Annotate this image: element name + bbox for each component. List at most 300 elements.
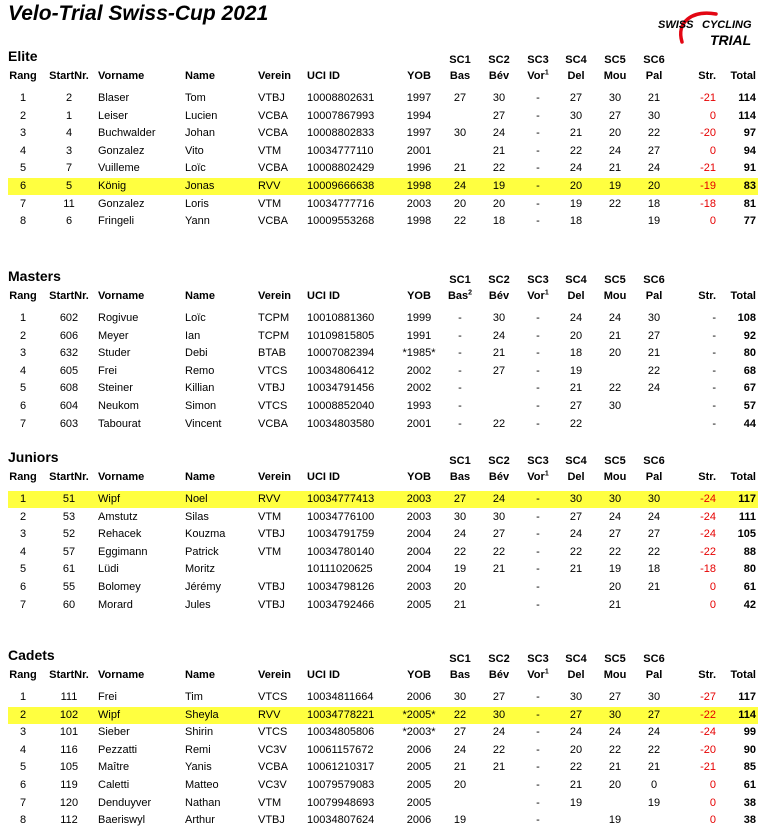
- cell-verein: VTCS: [258, 400, 288, 412]
- cell-str: -24: [700, 528, 716, 541]
- header-del: [562, 70, 590, 82]
- cell-name: Patrick: [185, 545, 219, 558]
- section-juniors: [0, 449, 772, 618]
- cell-sc6: 30: [647, 109, 661, 122]
- cell-rang: 5: [19, 761, 27, 774]
- cell-name: Nathan: [185, 796, 221, 809]
- cell-verein: VCBA: [258, 162, 288, 175]
- cell-start: 1: [65, 109, 73, 122]
- cell-vorname: Gonzalez: [98, 197, 145, 210]
- header-start: [46, 290, 92, 302]
- header-text: UCI ID: [307, 290, 340, 302]
- cell-sc3: -: [536, 127, 540, 140]
- cell-verein: VTM: [258, 197, 282, 210]
- section-elite: [0, 48, 772, 235]
- cell-sc4: 20: [569, 743, 583, 756]
- cell-sc2: 24: [492, 329, 506, 342]
- cell-start: 4: [65, 127, 73, 140]
- header-text: Del: [567, 471, 585, 483]
- cell-sc5: 24: [608, 510, 622, 523]
- cell-sc1: 27: [453, 493, 467, 505]
- cell-start: 51: [62, 493, 76, 505]
- cell-sc6: 24: [647, 726, 661, 739]
- cell-sc6: 18: [647, 563, 661, 576]
- cell-sc5: 24: [608, 312, 622, 324]
- cell-str: -20: [700, 743, 716, 756]
- section-title: Juniors: [8, 449, 59, 465]
- cell-name: Tom: [185, 92, 206, 104]
- cell-total: 114: [738, 708, 756, 721]
- cell-rang: 1: [19, 493, 27, 505]
- cell-yob: 2003: [406, 510, 432, 523]
- cell-rang: 5: [19, 563, 27, 576]
- cell-sc1: -: [458, 329, 462, 342]
- cell-sc1: -: [458, 364, 462, 377]
- header-vor: [524, 669, 552, 681]
- cell-sc1: 22: [453, 215, 467, 228]
- cell-sc1: -: [458, 417, 462, 430]
- cell-uci: 10111020625: [307, 563, 373, 576]
- cell-sc5: 22: [608, 743, 622, 756]
- cell-sc3: -: [536, 197, 540, 210]
- cell-yob: 1998: [406, 215, 432, 228]
- cell-sc3: -: [536, 545, 540, 558]
- cell-start: 6: [65, 215, 73, 228]
- header-sc1: SC1: [449, 653, 471, 665]
- cell-sc5: 30: [608, 92, 622, 104]
- header-vorname: [98, 290, 178, 302]
- header-vor: [524, 471, 552, 483]
- cell-sc4: 21: [569, 563, 583, 576]
- cell-sc6: 22: [647, 743, 661, 756]
- header-mou: [600, 290, 630, 302]
- header-pal: [640, 669, 668, 681]
- cell-sc5: 27: [608, 528, 622, 541]
- cell-rang: 8: [19, 814, 27, 827]
- header-uci: [307, 669, 395, 681]
- cell-uci: 10009553268: [307, 215, 375, 228]
- cell-uci: 10034777716: [307, 197, 375, 210]
- cell-sc1: 24: [453, 180, 467, 192]
- header-text: Str.: [698, 70, 716, 82]
- cell-sc6: 22: [647, 127, 661, 140]
- cell-uci: 10008802429: [307, 162, 375, 175]
- header-uci: [307, 290, 395, 302]
- cell-uci: 10034792466: [307, 598, 375, 611]
- cell-rang: 4: [19, 364, 27, 377]
- header-sc2: SC2: [488, 455, 510, 467]
- cell-sc4: 27: [569, 708, 583, 721]
- cell-sc2: 30: [492, 312, 506, 324]
- header-sc6: SC6: [643, 653, 665, 665]
- cell-verein: VCBA: [258, 127, 288, 140]
- cell-name: Moritz: [185, 563, 215, 576]
- cell-sc2: 21: [492, 144, 506, 157]
- cell-rang: 3: [19, 347, 27, 360]
- header-vorname: [98, 669, 178, 681]
- cell-total: 88: [743, 545, 756, 558]
- cell-sc5: 30: [608, 493, 622, 505]
- cell-sc4: 24: [569, 528, 583, 541]
- header-text: Bév: [488, 290, 510, 302]
- cell-sc5: 30: [608, 708, 622, 721]
- cell-sc1: 27: [453, 92, 467, 104]
- cell-sc5: 19: [608, 180, 622, 192]
- cell-sc2: 19: [492, 180, 506, 192]
- cell-verein: TCPM: [258, 329, 290, 342]
- header-name: [185, 669, 251, 681]
- header-sc4: SC4: [565, 274, 587, 286]
- cell-uci: 10010881360: [307, 312, 375, 324]
- cell-total: 114: [738, 92, 756, 104]
- cell-sc5: 22: [608, 197, 622, 210]
- cell-uci: 10008802833: [307, 127, 375, 140]
- header-text: YOB: [407, 290, 431, 302]
- cell-sc6: 24: [647, 382, 661, 395]
- cell-sc4: 30: [569, 109, 583, 122]
- cell-sc1: 19: [453, 814, 467, 827]
- cell-yob: 2004: [406, 563, 432, 576]
- header-sc5: SC5: [604, 54, 626, 66]
- cell-vorname: Meyer: [98, 329, 129, 342]
- header-verein: [258, 70, 303, 82]
- header-text: Bév: [488, 669, 510, 681]
- header-text: Str.: [698, 669, 716, 681]
- cell-sc2: 30: [492, 510, 506, 523]
- cell-sc3: -: [536, 382, 540, 395]
- cell-sc3: -: [536, 109, 540, 122]
- cell-rang: 7: [19, 598, 27, 611]
- cell-sc3: -: [536, 796, 540, 809]
- cell-str: 0: [709, 215, 716, 228]
- header-text: Vorname: [98, 70, 145, 82]
- cell-sc3: -: [536, 510, 540, 523]
- cell-verein: BTAB: [258, 347, 286, 360]
- cell-total: 81: [743, 197, 756, 210]
- cell-verein: RVV: [258, 180, 281, 192]
- header-str: [682, 471, 716, 483]
- header-text: Vor: [527, 290, 545, 302]
- cell-sc3: -: [536, 215, 540, 228]
- cell-yob: 1996: [406, 162, 432, 175]
- cell-verein: VTBJ: [258, 814, 285, 827]
- cell-sc5: 19: [608, 563, 622, 576]
- cell-sc3: -: [536, 493, 540, 505]
- header-text: Total: [730, 471, 756, 483]
- cell-rang: 6: [19, 180, 27, 192]
- cell-yob: 2001: [406, 417, 432, 430]
- cell-verein: TCPM: [258, 312, 290, 324]
- cell-name: Yanis: [185, 761, 212, 774]
- cell-sc2: 24: [492, 127, 506, 140]
- header-text: StartNr.: [49, 669, 89, 681]
- cell-name: Loïc: [185, 312, 206, 324]
- header-bev: [484, 70, 514, 82]
- header-text: Bév: [488, 70, 510, 82]
- header-sc4: SC4: [565, 455, 587, 467]
- cell-sc1: 21: [453, 162, 467, 175]
- cell-vorname: Rehacek: [98, 528, 142, 541]
- cell-sc3: -: [536, 708, 540, 721]
- header-text: Bas: [449, 471, 471, 483]
- cell-rang: 7: [19, 796, 27, 809]
- header-bev: [484, 290, 514, 302]
- header-del: [562, 471, 590, 483]
- cell-sc4: 21: [569, 382, 583, 395]
- cell-sc1: 24: [453, 743, 467, 756]
- cell-rang: 3: [19, 726, 27, 739]
- cell-yob: 2005: [406, 796, 432, 809]
- cell-name: Jonas: [185, 180, 215, 192]
- cell-vorname: Caletti: [98, 779, 130, 791]
- cell-sc4: 20: [569, 180, 583, 192]
- footnote-marker: 2: [468, 289, 473, 297]
- cell-sc1: 30: [453, 510, 467, 523]
- cell-total: 97: [743, 127, 756, 140]
- cell-vorname: Pezzatti: [98, 743, 138, 756]
- cell-rang: 5: [19, 382, 27, 395]
- cell-sc4: 19: [569, 364, 583, 377]
- cell-sc4: 22: [569, 545, 583, 558]
- cell-total: 108: [737, 312, 756, 324]
- cell-vorname: Morard: [98, 598, 133, 611]
- cell-yob: 1997: [406, 92, 432, 104]
- cell-total: 44: [743, 417, 756, 430]
- cell-yob: 2006: [406, 814, 432, 827]
- header-text: Pal: [645, 70, 663, 82]
- cell-sc2: 22: [492, 743, 506, 756]
- cell-total: 57: [743, 400, 756, 412]
- cell-sc3: -: [536, 598, 540, 611]
- cell-sc6: 30: [647, 691, 661, 703]
- cell-rang: 6: [19, 400, 27, 412]
- cell-vorname: Eggimann: [98, 545, 148, 558]
- cell-total: 42: [743, 598, 756, 611]
- cell-sc6: 27: [647, 528, 661, 541]
- cell-rang: 4: [19, 743, 27, 756]
- swiss-cycling-trial-logo: [652, 8, 764, 50]
- header-text: Vor: [527, 669, 545, 681]
- header-text: YOB: [407, 669, 431, 681]
- cell-verein: VTBJ: [258, 528, 285, 541]
- cell-vorname: Denduyver: [98, 796, 152, 809]
- header-sc3: SC3: [527, 274, 549, 286]
- header-sc6: SC6: [643, 455, 665, 467]
- header-total: [722, 669, 756, 681]
- cell-sc5: 21: [608, 598, 622, 611]
- cell-total: 117: [738, 691, 756, 703]
- cell-yob: 2006: [406, 691, 432, 703]
- cell-str: -: [712, 312, 716, 324]
- cell-sc3: -: [536, 528, 540, 541]
- cell-str: -21: [700, 761, 716, 774]
- cell-vorname: Frei: [98, 364, 117, 377]
- cell-verein: VTCS: [258, 726, 288, 739]
- header-sc5: SC5: [604, 455, 626, 467]
- cell-sc4: 18: [569, 347, 583, 360]
- cell-rang: 6: [19, 581, 27, 593]
- header-mou: [600, 669, 630, 681]
- cell-vorname: Rogivue: [98, 312, 139, 324]
- header-text: Rang: [9, 471, 37, 483]
- header-text: Bas: [447, 290, 469, 302]
- header-bas: [446, 290, 474, 302]
- logo-text-trial: TRIAL: [710, 32, 752, 48]
- cell-name: Kouzma: [185, 528, 226, 541]
- cell-sc3: -: [536, 581, 540, 593]
- header-name: [185, 290, 251, 302]
- cell-total: 85: [743, 761, 756, 774]
- header-text: Mou: [603, 471, 627, 483]
- cell-str: -27: [700, 691, 716, 703]
- cell-sc2: 27: [492, 109, 506, 122]
- cell-uci: 10034778221: [307, 708, 375, 721]
- cell-sc6: 19: [647, 215, 661, 228]
- cell-uci: 10007867993: [307, 109, 375, 122]
- header-sc4: SC4: [565, 54, 587, 66]
- cell-rang: 2: [19, 329, 27, 342]
- cell-sc3: -: [536, 162, 540, 175]
- cell-uci: 10034791759: [307, 528, 375, 541]
- header-text: StartNr.: [49, 70, 89, 82]
- cell-total: 92: [743, 329, 756, 342]
- cell-str: -22: [700, 545, 716, 558]
- header-text: Vor: [527, 70, 545, 82]
- cell-str: 0: [709, 109, 716, 122]
- header-text: Pal: [645, 290, 663, 302]
- cell-uci: 10034805806: [307, 726, 375, 739]
- cell-sc6: 27: [647, 708, 661, 721]
- cell-yob: 2002: [406, 382, 432, 395]
- cell-sc5: 22: [608, 382, 622, 395]
- footnote-marker: 1: [544, 668, 549, 676]
- header-text: Del: [567, 290, 585, 302]
- cell-sc5: 20: [608, 347, 622, 360]
- cell-sc5: 20: [608, 127, 622, 140]
- header-text: Bas: [449, 669, 471, 681]
- cell-sc6: 22: [647, 364, 661, 377]
- header-text: Rang: [9, 669, 37, 681]
- cell-vorname: Maître: [98, 761, 130, 774]
- cell-str: -: [712, 364, 716, 377]
- cell-sc3: -: [536, 417, 540, 430]
- cell-str: -18: [700, 563, 716, 576]
- cell-sc2: 21: [492, 347, 506, 360]
- cell-sc5: 24: [608, 726, 622, 739]
- cell-sc1: 20: [453, 197, 467, 210]
- cell-sc1: 30: [453, 127, 467, 140]
- header-text: YOB: [407, 70, 431, 82]
- cell-sc1: 30: [453, 691, 467, 703]
- cell-vorname: Baeriswyl: [98, 814, 146, 827]
- cell-sc4: 21: [569, 779, 583, 791]
- cell-yob: 1999: [406, 312, 432, 324]
- cell-sc5: 21: [608, 162, 622, 175]
- header-del: [562, 290, 590, 302]
- cell-total: 117: [738, 493, 756, 505]
- header-text: Total: [730, 669, 756, 681]
- header-start: [46, 669, 92, 681]
- header-text: UCI ID: [307, 669, 340, 681]
- cell-yob: 1997: [406, 127, 432, 140]
- header-str: [682, 70, 716, 82]
- cell-sc1: -: [458, 400, 462, 412]
- header-text: UCI ID: [307, 471, 340, 483]
- cell-sc6: 21: [647, 581, 661, 593]
- cell-rang: 4: [19, 144, 27, 157]
- header-text: Mou: [603, 290, 627, 302]
- cell-uci: 10061210317: [307, 761, 375, 774]
- cell-sc5: 30: [608, 400, 622, 412]
- header-rang: [8, 669, 38, 681]
- cell-sc5: 27: [608, 109, 622, 122]
- cell-yob: 1994: [406, 109, 432, 122]
- cell-sc1: 19: [453, 563, 467, 576]
- header-sc2: SC2: [488, 653, 510, 665]
- cell-start: 605: [59, 364, 79, 377]
- cell-sc2: 30: [492, 92, 506, 104]
- cell-sc4: 21: [569, 127, 583, 140]
- cell-sc1: 20: [453, 581, 467, 593]
- cell-total: 67: [743, 382, 756, 395]
- cell-rang: 3: [19, 127, 27, 140]
- header-text: Vorname: [98, 669, 145, 681]
- cell-name: Shirin: [185, 726, 214, 739]
- cell-uci: 10034811664: [307, 691, 374, 703]
- cell-sc2: 27: [492, 364, 506, 377]
- cell-sc3: -: [536, 400, 540, 412]
- header-yob: [398, 471, 440, 483]
- cell-sc2: 22: [492, 162, 506, 175]
- section-masters: [0, 268, 772, 437]
- cell-verein: VTM: [258, 144, 282, 157]
- header-bas: [446, 70, 474, 82]
- cell-vorname: Wipf: [98, 493, 120, 505]
- header-text: Rang: [9, 70, 37, 82]
- cell-str: -: [712, 382, 716, 395]
- cell-sc3: -: [536, 691, 540, 703]
- cell-start: 602: [59, 312, 79, 324]
- cell-sc6: 21: [647, 761, 661, 774]
- header-text: Mou: [603, 70, 627, 82]
- cell-str: 0: [709, 814, 716, 827]
- cell-name: Killian: [185, 382, 215, 395]
- cell-uci: 10034780140: [307, 545, 375, 558]
- header-yob: [398, 70, 440, 82]
- header-text: Verein: [258, 290, 292, 302]
- cell-str: 0: [709, 598, 716, 611]
- header-name: [185, 471, 251, 483]
- cell-yob: *1985*: [402, 347, 436, 360]
- cell-sc6: 19: [647, 796, 661, 809]
- cell-sc2: 24: [492, 493, 506, 505]
- cell-sc4: 19: [569, 796, 583, 809]
- cell-verein: VTM: [258, 545, 282, 558]
- cell-rang: 5: [19, 162, 27, 175]
- cell-start: 119: [60, 779, 78, 791]
- cell-str: 0: [709, 796, 716, 809]
- cell-total: 80: [743, 563, 756, 576]
- cell-sc5: 27: [608, 691, 622, 703]
- cell-total: 38: [743, 814, 756, 827]
- cell-start: 57: [62, 545, 76, 558]
- cell-rang: 2: [19, 708, 27, 721]
- cell-vorname: Sieber: [98, 726, 130, 739]
- cell-yob: 2003: [406, 581, 432, 593]
- cell-sc4: 30: [569, 691, 583, 703]
- cell-start: 603: [59, 417, 79, 430]
- cell-verein: RVV: [258, 493, 281, 505]
